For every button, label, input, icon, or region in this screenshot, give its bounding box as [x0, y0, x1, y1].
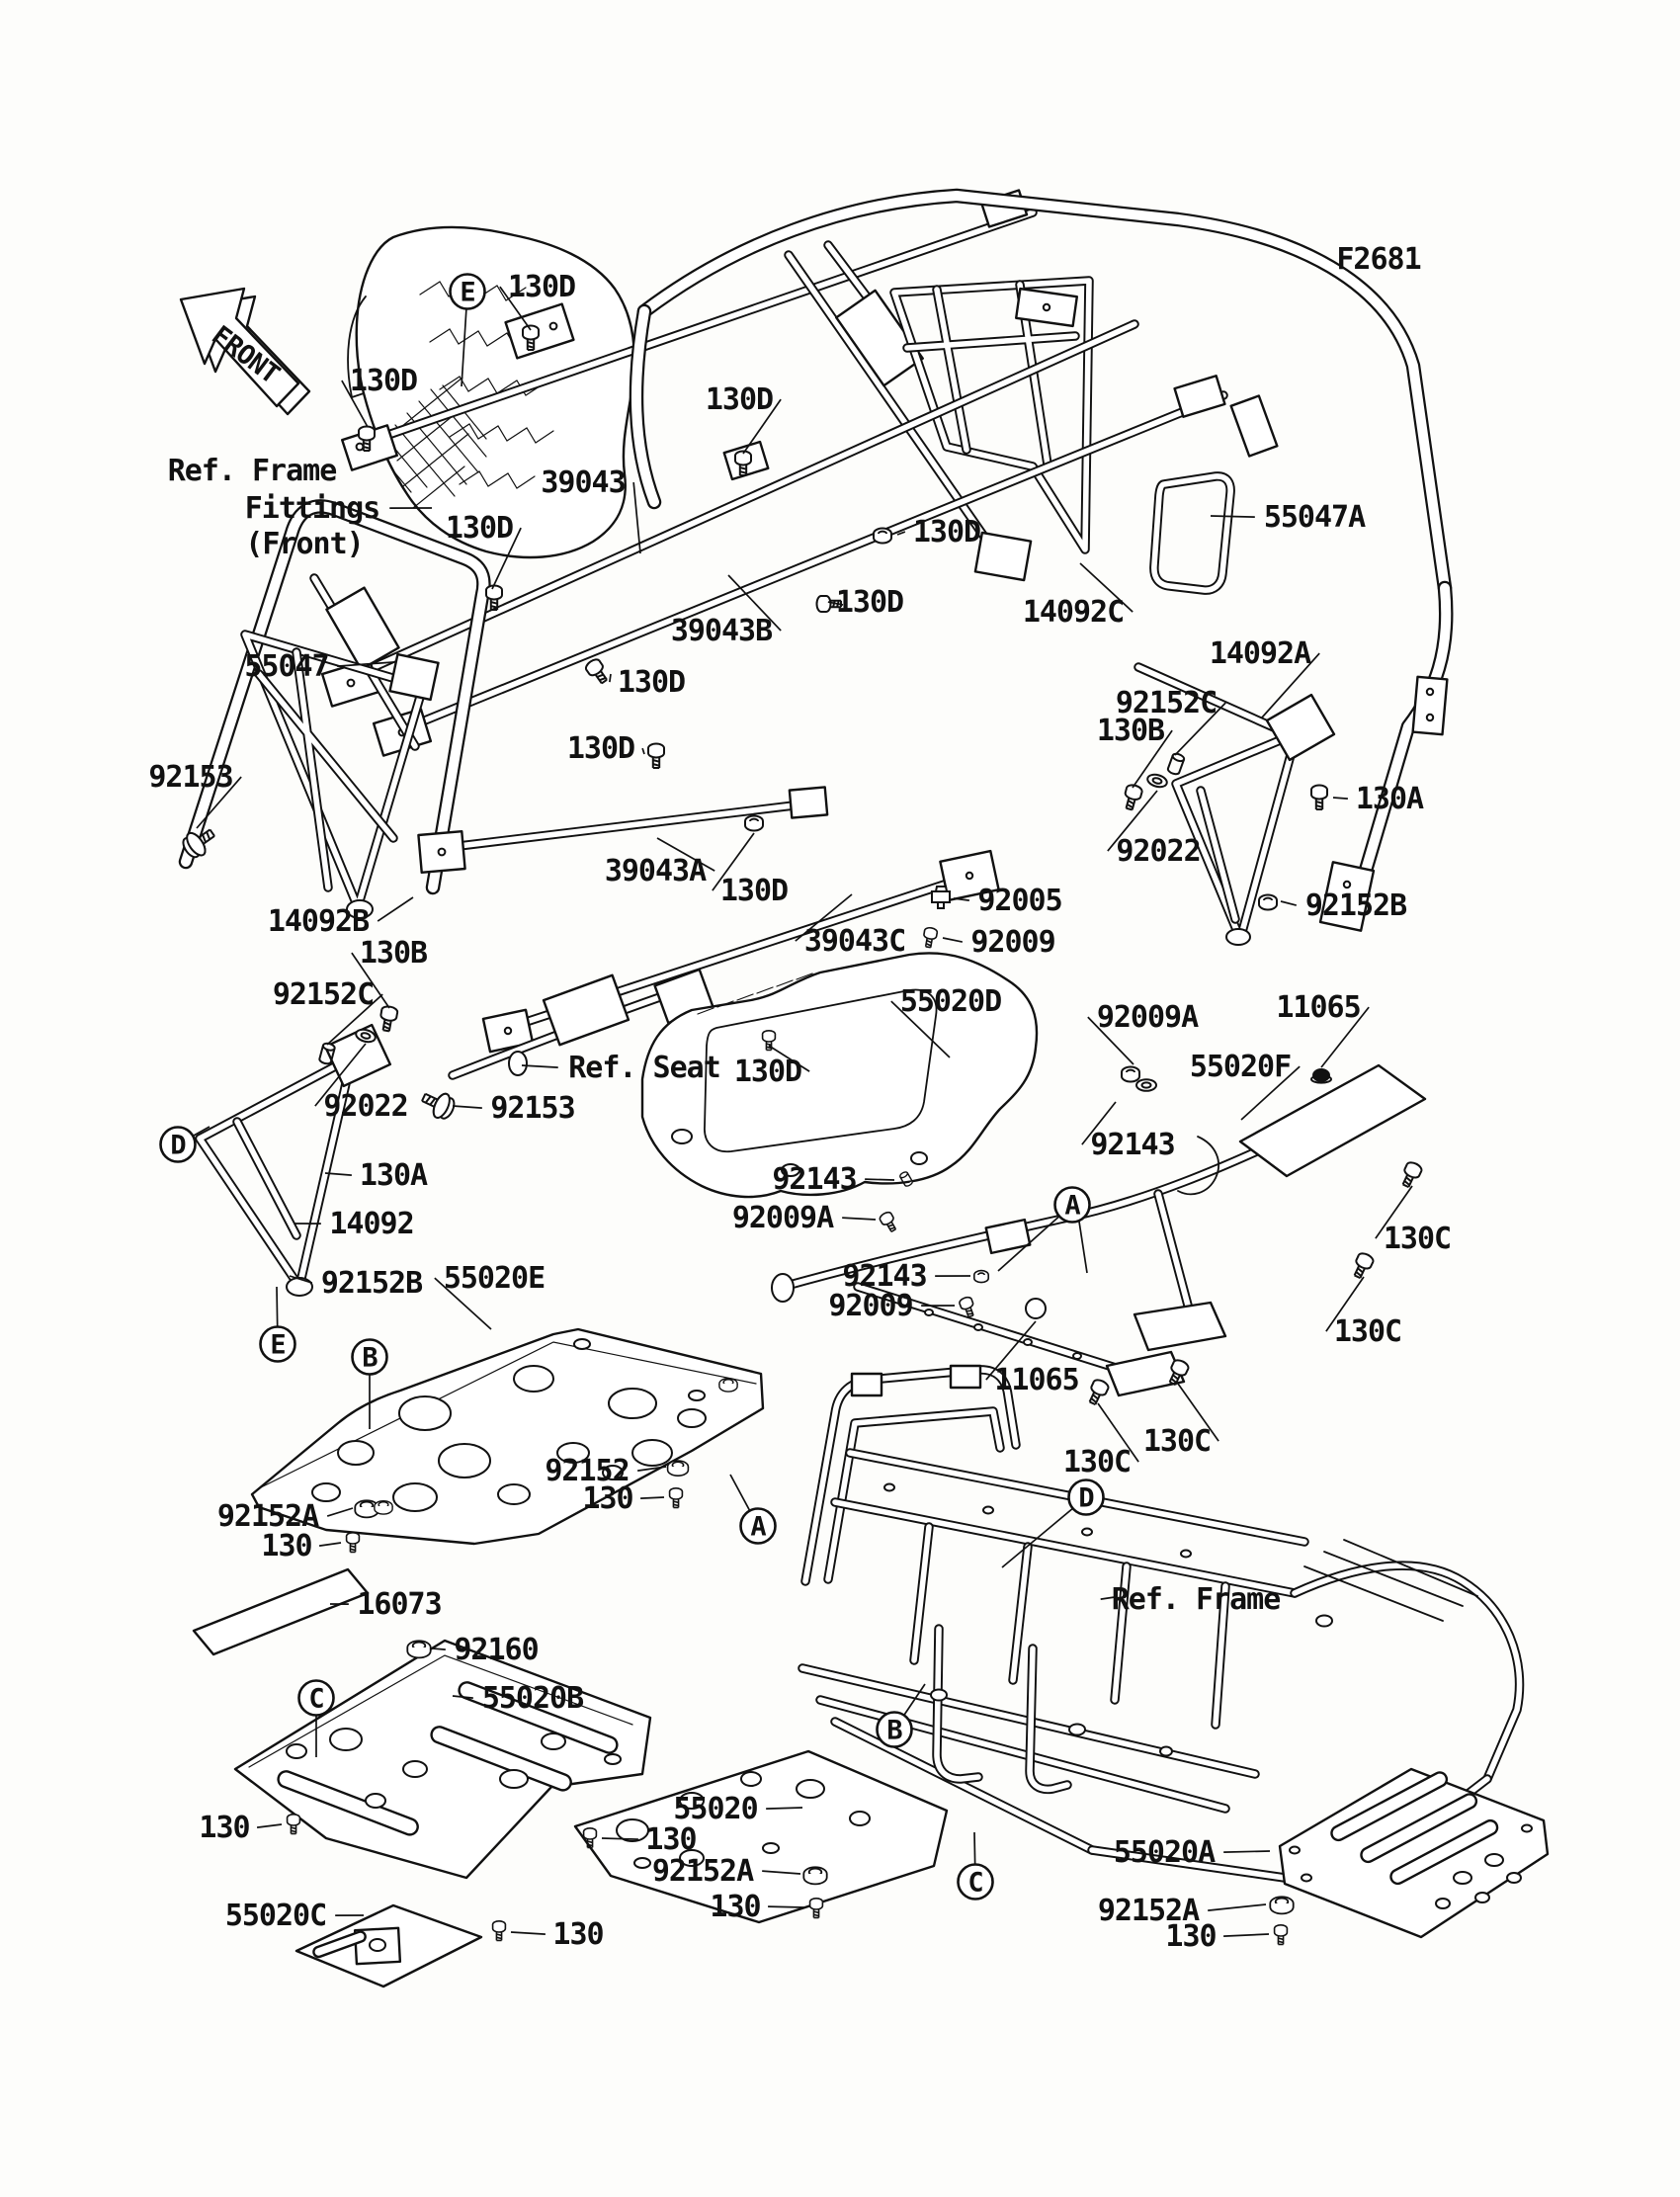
part-label: 11065 — [994, 1363, 1079, 1397]
balloon-letter: A — [1064, 1190, 1080, 1222]
front-arrow-label: FRONT — [206, 319, 285, 390]
bolt-icon — [648, 744, 664, 769]
leader-line — [633, 482, 640, 553]
plate-55020A — [1280, 1769, 1548, 1937]
part-label: 130D — [835, 585, 904, 620]
leader-line — [1223, 1934, 1269, 1936]
leader-line — [1211, 516, 1255, 517]
part-label: 130D — [705, 382, 774, 417]
part-label: 92152A — [216, 1499, 319, 1534]
balloon-letter: C — [967, 1867, 983, 1899]
cap-icon — [1311, 1069, 1331, 1083]
part-label: 16073 — [357, 1587, 442, 1622]
strip-16073 — [194, 1569, 368, 1654]
part-label: 130C — [1062, 1445, 1132, 1479]
grommet-icon — [668, 1461, 689, 1476]
part-label: 130D — [719, 874, 789, 908]
part-label: 92009A — [731, 1201, 834, 1235]
ball-icon — [1026, 1299, 1046, 1318]
leader-line — [453, 1106, 482, 1108]
part-label: 130D — [912, 515, 981, 549]
flangebolt-icon — [418, 1086, 458, 1123]
ref-seat-note: Ref. Seat — [568, 1051, 720, 1085]
part-label: 130B — [1096, 714, 1165, 748]
balloon-leader — [974, 1832, 975, 1865]
part-label: 130D — [445, 511, 514, 546]
bolt-icon — [288, 1815, 300, 1834]
nut-icon — [745, 816, 763, 831]
part-label: 55020B — [481, 1681, 584, 1716]
part-label: 55020A — [1113, 1835, 1216, 1870]
part-label: 92009 — [970, 925, 1055, 960]
part-label: 130 — [645, 1822, 697, 1857]
figure-code: F2681 — [1336, 242, 1421, 277]
part-label: 130D — [566, 731, 635, 766]
bolt-icon — [1122, 784, 1143, 811]
leader-line — [602, 1838, 638, 1839]
plate-55020 — [575, 1751, 947, 1922]
bolt-icon — [1350, 1251, 1375, 1280]
leader-line — [1223, 1851, 1270, 1852]
part-label: 130 — [1165, 1919, 1217, 1954]
part-label: 92022 — [323, 1089, 408, 1124]
grommet-icon — [407, 1641, 430, 1657]
bolt-icon — [670, 1488, 683, 1508]
part-label: 55020 — [673, 1792, 758, 1826]
part-label: 92153 — [490, 1091, 575, 1126]
grommet-icon — [803, 1867, 826, 1884]
part-label: 130A — [359, 1158, 428, 1193]
part-label: 14092A — [1209, 636, 1311, 671]
leader-line — [954, 898, 969, 900]
part-label: 130C — [1142, 1424, 1212, 1459]
part-label: 55020E — [443, 1261, 546, 1296]
nut-icon — [1259, 895, 1277, 910]
bolt-icon — [879, 1211, 899, 1233]
balloon-letter: B — [886, 1715, 902, 1746]
part-label: 130D — [617, 665, 686, 700]
grommet-icon — [719, 1379, 737, 1392]
balloon-leader — [277, 1287, 278, 1327]
balloon-leader — [730, 1475, 750, 1511]
part-label: 130D — [507, 270, 576, 304]
washer-icon — [1146, 773, 1168, 789]
leader-line — [1208, 1904, 1266, 1910]
bolt-icon — [347, 1533, 360, 1553]
nut-icon — [974, 1271, 988, 1283]
part-label: 14092 — [329, 1207, 414, 1241]
part-label: 92152B — [320, 1266, 423, 1301]
leader-line — [610, 674, 611, 682]
balloon-extra-leader — [1079, 1222, 1087, 1273]
part-label: 92160 — [454, 1633, 539, 1667]
part-label: 130 — [582, 1481, 633, 1516]
leader-line — [378, 897, 413, 921]
part-label: 92152A — [651, 1854, 754, 1889]
leader-line — [642, 748, 644, 754]
ref-frame-note: Ref. Frame — [1111, 1582, 1281, 1617]
part-label: 55047A — [1263, 500, 1366, 535]
part-label: 130 — [199, 1811, 250, 1845]
part-label: 39043B — [670, 614, 773, 648]
leader-line — [1333, 798, 1348, 799]
plate-55020E — [252, 1329, 763, 1544]
part-label: 55020F — [1189, 1050, 1292, 1084]
part-label: 130 — [261, 1529, 312, 1563]
part-label: 11065 — [1276, 990, 1361, 1025]
part-label: 55020C — [224, 1899, 327, 1933]
part-label: 55020D — [899, 984, 1002, 1019]
bolt-icon — [378, 1005, 398, 1032]
part-label: 130D — [733, 1055, 802, 1089]
leader-line — [768, 1906, 804, 1907]
part-label: 39043A — [604, 854, 707, 888]
part-label: 92143 — [842, 1259, 927, 1294]
leader-line — [865, 1179, 894, 1180]
leader-line — [1281, 901, 1297, 905]
part-label: 130A — [1355, 782, 1424, 816]
ref-frame-fittings-1: Ref. Frame — [167, 454, 337, 488]
bolt-icon — [1311, 786, 1327, 810]
bolt-icon — [493, 1921, 506, 1941]
balloon-letter: D — [170, 1130, 186, 1161]
leader-line — [319, 1543, 341, 1546]
bushing-icon — [1167, 752, 1185, 775]
part-label: 92143 — [772, 1162, 857, 1197]
leader-line — [842, 1218, 876, 1220]
part-label: 130C — [1333, 1314, 1402, 1349]
bolt-icon — [922, 927, 938, 949]
bolt-icon — [584, 657, 611, 686]
part-label: 92005 — [977, 884, 1062, 918]
balloon-letter: E — [270, 1329, 286, 1361]
part-label: 92009A — [1096, 1000, 1199, 1035]
leader-line — [511, 1932, 546, 1934]
washer-icon — [1136, 1079, 1156, 1091]
leader-line — [257, 1824, 282, 1827]
grommet-icon — [375, 1501, 392, 1514]
part-label: 130D — [349, 364, 418, 398]
bolt-icon — [810, 1899, 823, 1918]
part-label: 92152C — [1115, 686, 1218, 720]
ref-frame-fittings-2: Fittings — [244, 491, 380, 526]
bolt-icon — [1398, 1160, 1423, 1189]
leader-line — [640, 1497, 664, 1498]
part-label: 92009 — [828, 1289, 913, 1323]
balloon-letter: B — [362, 1342, 378, 1374]
leader-line — [766, 1808, 802, 1809]
part-label: 14092B — [267, 904, 370, 939]
bolt-icon — [1275, 1925, 1288, 1945]
part-label: 92152A — [1097, 1894, 1200, 1928]
part-label: 92143 — [1090, 1128, 1175, 1162]
grommet-icon — [1270, 1897, 1293, 1913]
balloon-letter: D — [1078, 1482, 1094, 1514]
part-label: 14092C — [1022, 595, 1125, 630]
leader-line — [433, 1648, 446, 1649]
part-label: 92022 — [1116, 834, 1201, 869]
bolt-icon — [1085, 1378, 1110, 1406]
part-label: 92152 — [545, 1454, 630, 1488]
part-label: 55047 — [244, 649, 329, 684]
balloon-letter: E — [460, 277, 475, 308]
nut-icon — [874, 529, 891, 544]
leader-line — [943, 938, 963, 942]
ref-frame-fittings-3: (Front) — [245, 527, 364, 561]
part-label: 39043C — [803, 924, 906, 959]
part-label: 92152C — [272, 977, 375, 1012]
part-label: 92153 — [148, 760, 233, 795]
part-label: 130C — [1383, 1222, 1452, 1256]
part-label: 130B — [359, 936, 428, 971]
nut-icon — [1122, 1067, 1139, 1082]
part-label: 92152B — [1304, 888, 1407, 923]
balloon-letter: A — [750, 1511, 766, 1543]
part-label: 130 — [710, 1890, 761, 1924]
part-label: 130 — [552, 1917, 604, 1952]
balloon-letter: C — [308, 1683, 324, 1715]
part-label: 39043 — [541, 465, 626, 500]
